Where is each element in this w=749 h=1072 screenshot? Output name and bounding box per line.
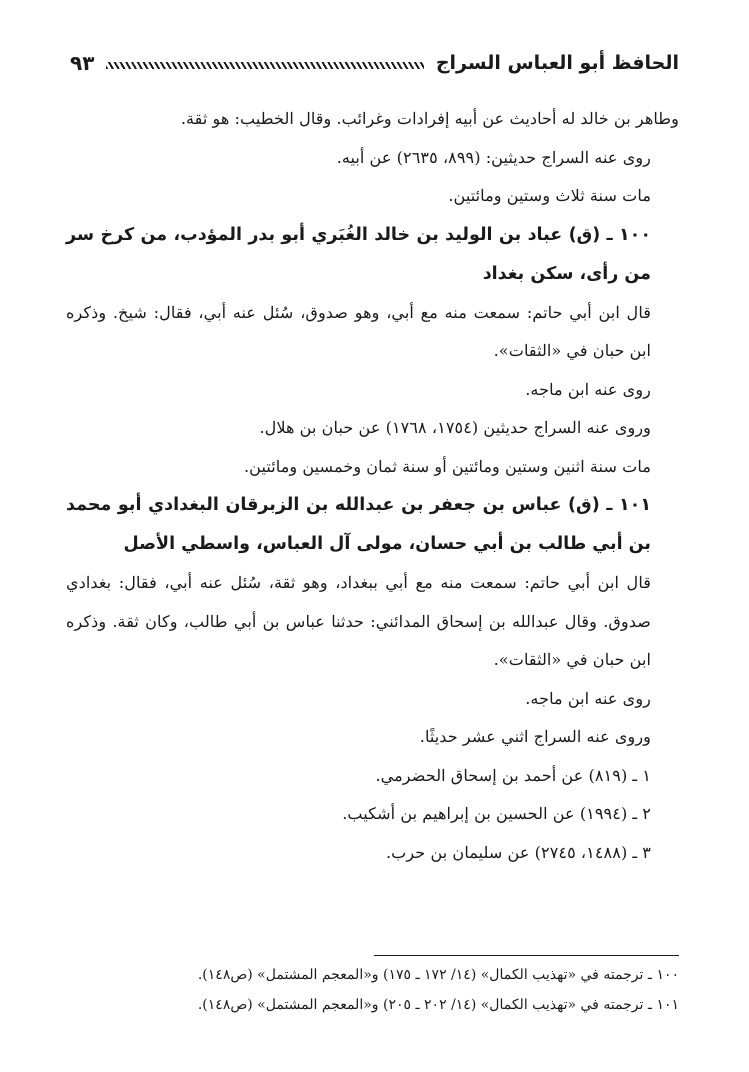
paragraph: وروى عنه السراج اثني عشر حديثًا. bbox=[419, 727, 651, 746]
footnotes bbox=[66, 955, 679, 1020]
paragraph: مات سنة اثنين وستين ومائتين أو سنة ثمان وخمسين ومائتين. bbox=[244, 456, 651, 476]
running-title: الحافظ أبو العباس السراج bbox=[435, 52, 679, 74]
paragraph: روى عنه ابن ماجه. bbox=[525, 379, 651, 399]
entry-heading-101: ١٠١ ـ (ق) عباس بن جعفر بن عبدالله بن الزبرقان البغدادي أبو محمد بن أبي طالب بن أبي حسان، مولى آل العباس، واسطي الأصل bbox=[66, 495, 651, 554]
page-number: ٩٣ bbox=[70, 51, 95, 75]
footnote-rule bbox=[374, 955, 679, 956]
entry-heading-100: ١٠٠ ـ (ق) عباد بن الوليد بن خالد الغُبَري أبو بدر المؤدب، من كرخ سر من رأى، سكن بغداد bbox=[66, 224, 651, 284]
main-text bbox=[66, 100, 679, 872]
paragraph: قال ابن أبي حاتم: سمعت منه مع أبي ببغداد، وهو ثقة، سُئل عنه أبي، فقال: بغدادي صدوق. وقال عبدالله بن إسحاق المدائني: حدثنا عباس بن أبي طالب، وكان ثقة. وذكره ابن حبان في «الثقات». bbox=[66, 573, 651, 669]
list-item: ٣ ـ (١٤٨٨، ٢٧٤٥) عن سليمان بن حرب. bbox=[385, 842, 651, 862]
list-item: ٢ ـ (١٩٩٤) عن الحسين بن إبراهيم بن أشكيب. bbox=[342, 804, 651, 823]
list-item: ١ ـ (٨١٩) عن أحمد بن إسحاق الحضرمي. bbox=[375, 765, 651, 785]
paragraph: روى عنه السراج حديثين: (٨٩٩، ٢٦٣٥) عن أبيه. bbox=[336, 147, 651, 167]
paragraph: وروى عنه السراج حديثين (١٧٥٤، ١٧٦٨) عن حبان بن هلال. bbox=[259, 418, 651, 437]
running-header bbox=[70, 48, 679, 78]
paragraph: مات سنة ثلاث وستين ومائتين. bbox=[448, 186, 651, 205]
footnote: ١٠١ ـ ترجمته في «تهذيب الكمال» (١٤/ ٢٠٢ ـ ٢٠٥) و«المعجم المشتمل» (ص١٤٨). bbox=[197, 997, 679, 1013]
paragraph: روى عنه ابن ماجه. bbox=[525, 688, 651, 708]
paragraph: قال ابن أبي حاتم: سمعت منه مع أبي، وهو صدوق، سُئل عنه أبي، فقال: شيخ. وذكره ابن حبان في «الثقات». bbox=[66, 302, 651, 360]
paragraph: وطاهر بن خالد له أحاديث عن أبيه إفرادات وغرائب. وقال الخطيب: هو ثقة. bbox=[180, 109, 679, 128]
footnote: ١٠٠ ـ ترجمته في «تهذيب الكمال» (١٤/ ١٧٢ ـ ١٧٥) و«المعجم المشتمل» (ص١٤٨). bbox=[197, 967, 679, 983]
header-hatched-rule bbox=[106, 62, 423, 69]
